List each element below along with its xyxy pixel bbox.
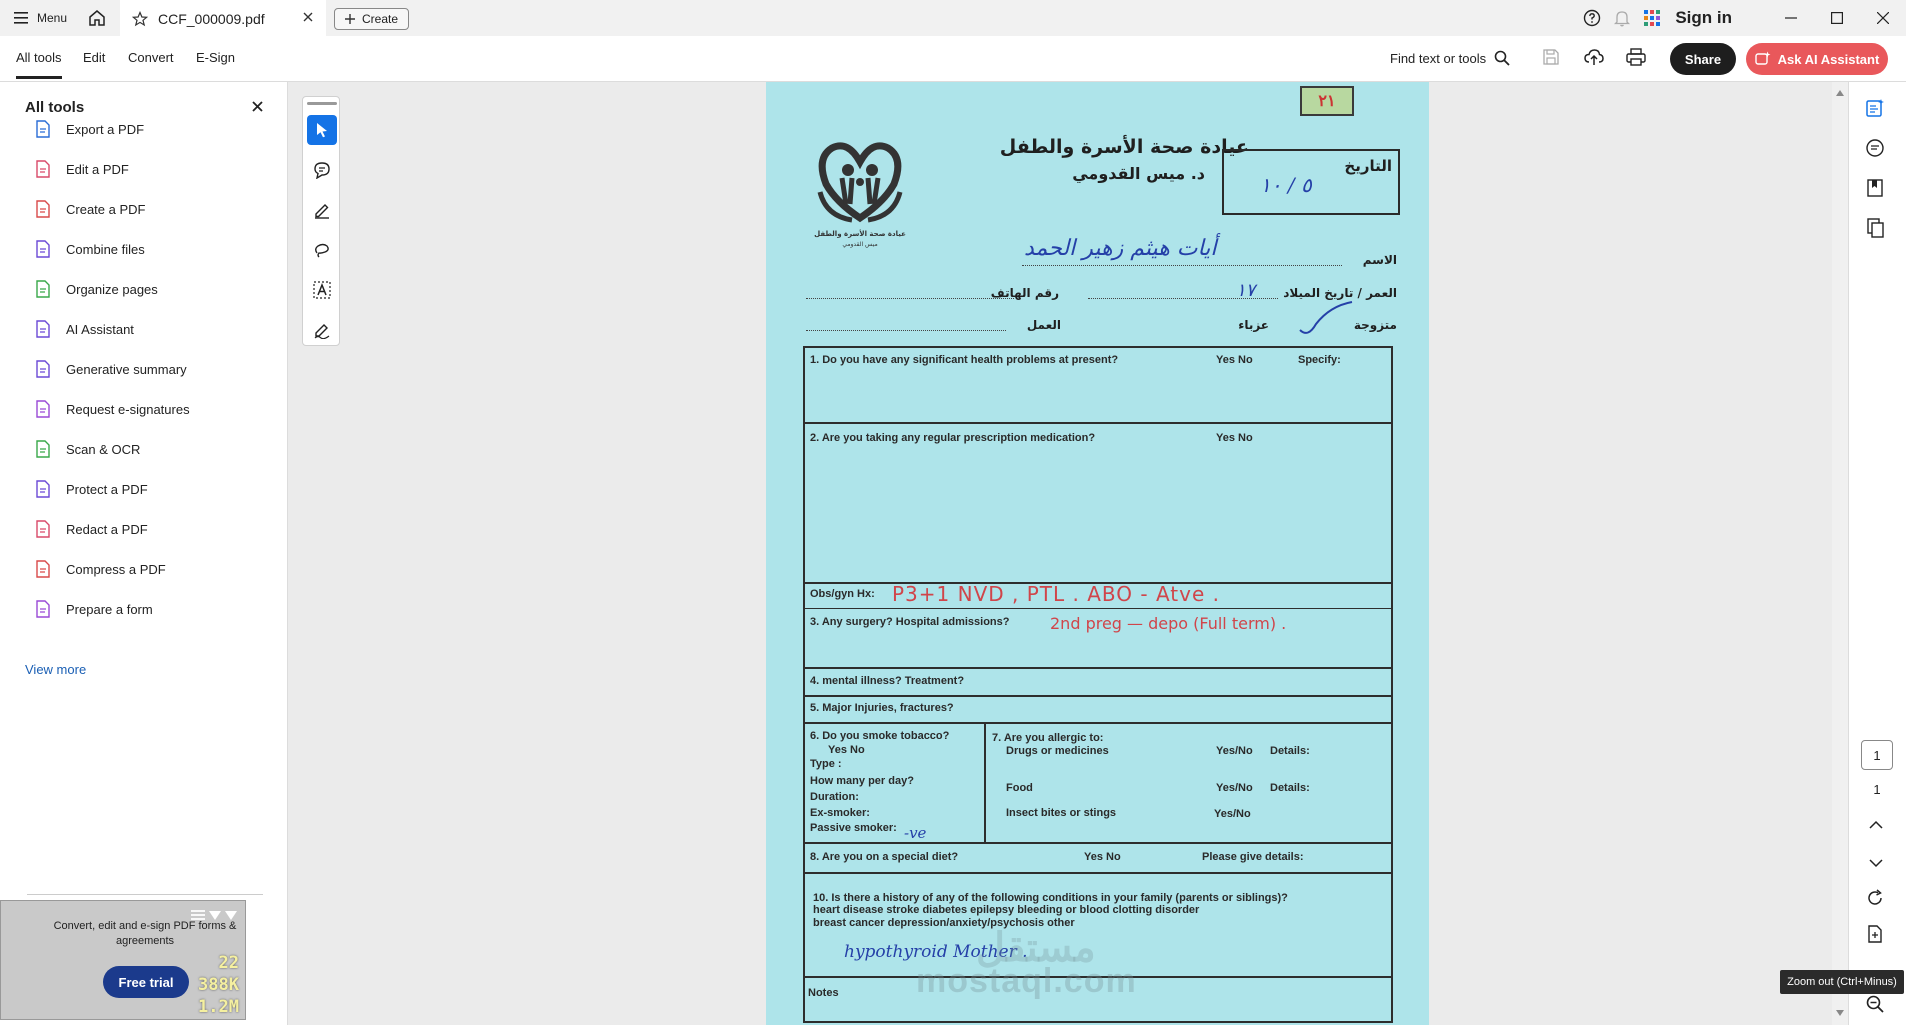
close-tab-icon[interactable] <box>302 11 314 23</box>
column-divider <box>984 722 986 842</box>
watermark-arabic: مستقل <box>976 926 1096 970</box>
q6-type: Type : <box>810 758 842 770</box>
q6-ex-smoker: Ex-smoker: <box>810 807 870 819</box>
ai-sparkle-icon <box>1755 51 1771 67</box>
cloud-upload-icon[interactable] <box>1584 48 1604 66</box>
tab-title: CCF_000009.pdf <box>158 11 265 27</box>
stat-value-2: 388K <box>198 975 239 995</box>
handwritten-age: ١٧ <box>1236 280 1256 301</box>
tool-item-protect-a-pdf[interactable] <box>34 477 148 501</box>
row-divider <box>803 842 1393 844</box>
create-label: Create <box>362 12 399 26</box>
tool-item-redact-a-pdf[interactable] <box>34 517 148 541</box>
ai-button-label: Ask AI Assistant <box>1777 51 1880 67</box>
comment-tool-icon[interactable] <box>307 155 337 185</box>
select-tool-icon[interactable] <box>307 115 337 145</box>
svg-text:ميس القدومي: ميس القدومي <box>842 241 878 248</box>
name-line <box>1022 265 1342 266</box>
share-button[interactable]: Share <box>1670 43 1736 75</box>
date-box <box>1222 149 1400 215</box>
question-7: 7. Are you allergic to: <box>992 732 1104 744</box>
help-icon[interactable] <box>1577 0 1607 36</box>
tool-item-compress-a-pdf[interactable] <box>34 557 166 581</box>
close-window-icon[interactable] <box>1860 0 1906 36</box>
find-label: Find text or tools <box>1390 50 1487 66</box>
compress-pdf-icon <box>34 560 52 578</box>
row-divider <box>803 872 1393 874</box>
tab-e-sign[interactable]: E-Sign <box>196 50 236 65</box>
tool-item-label: Combine files <box>66 241 145 257</box>
clinic-logo <box>812 132 908 252</box>
q2-options: Yes No <box>1216 432 1253 444</box>
scroll-down-arrow-icon[interactable] <box>1836 1010 1844 1016</box>
draw-lasso-icon[interactable] <box>307 235 337 265</box>
bookmarks-icon[interactable] <box>1865 178 1885 198</box>
date-label: التاريخ <box>1344 157 1392 175</box>
page-fit-icon[interactable] <box>1865 924 1885 944</box>
tool-item-label: Redact a PDF <box>66 521 148 537</box>
document-viewer[interactable] <box>288 82 1848 1025</box>
generative-summary-icon[interactable] <box>1865 98 1885 118</box>
q7-drugs-details: Details: <box>1270 745 1310 757</box>
q7-insect: Insect bites or stings <box>1006 807 1117 819</box>
tool-item-edit-a-pdf[interactable] <box>34 157 129 181</box>
single-label: عزباء <box>1238 318 1269 332</box>
question-4: 4. mental illness? Treatment? <box>810 675 965 687</box>
view-more-link[interactable]: View more <box>25 662 87 677</box>
tool-item-label: Compress a PDF <box>66 561 166 577</box>
tool-item-label: Edit a PDF <box>66 161 129 177</box>
home-icon <box>88 9 106 27</box>
tab-edit[interactable]: Edit <box>83 50 106 65</box>
right-tool-rail <box>1848 82 1906 1025</box>
home-button[interactable] <box>88 0 106 36</box>
q8-details: Please give details: <box>1202 851 1304 863</box>
question-1: 1. Do you have any significant health problems at present? <box>810 354 1119 366</box>
next-page-chevron-down-icon[interactable] <box>1869 858 1883 868</box>
create-pdf-icon <box>34 200 52 218</box>
tab-convert[interactable]: Convert <box>128 50 174 65</box>
corner-page-number-stamp: ٢١ <box>1300 86 1354 116</box>
free-trial-widget <box>0 900 246 1020</box>
quick-tools-bar <box>302 96 340 346</box>
tool-item-label: Prepare a form <box>66 601 153 617</box>
question-5: 5. Major Injuries, fractures? <box>810 702 954 714</box>
vertical-scrollbar[interactable] <box>1832 82 1848 1025</box>
page-thumbnails-icon[interactable] <box>1865 218 1885 238</box>
organize-pages-icon <box>34 280 52 298</box>
tool-item-export-a-pdf[interactable] <box>34 117 144 141</box>
total-pages: 1 <box>1873 782 1881 797</box>
q7-insect-yesno: Yes/No <box>1214 808 1251 820</box>
main-toolbar <box>0 36 1906 82</box>
trial-description: Convert, edit and e-sign PDF forms & agreements <box>53 920 237 947</box>
pdf-page[interactable] <box>766 82 1429 1025</box>
clinic-title: عيادة صحة الأسرة والطفل <box>999 136 1249 158</box>
notifications-bell-icon[interactable] <box>1607 0 1637 36</box>
svg-text:عيادة صحة الأسرة والطفل: عيادة صحة الأسرة والطفل <box>814 230 906 238</box>
q1-specify: Specify: <box>1298 354 1341 366</box>
print-icon[interactable] <box>1626 48 1646 66</box>
row-divider <box>803 722 1393 724</box>
q7-food-details: Details: <box>1270 782 1310 794</box>
row-divider <box>803 422 1393 424</box>
menu-label: Menu <box>37 11 68 25</box>
question-6: 6. Do you smoke tobacco? <box>810 730 950 742</box>
row-divider <box>803 695 1393 697</box>
scroll-up-arrow-icon[interactable] <box>1836 90 1844 96</box>
star-icon[interactable] <box>132 11 148 27</box>
maximize-icon[interactable] <box>1814 0 1860 36</box>
q6-per-day: How many per day? <box>810 775 914 787</box>
tool-item-prepare-a-form[interactable] <box>34 597 153 621</box>
tool-item-label: AI Assistant <box>66 321 134 337</box>
tool-item-label: Export a PDF <box>66 121 145 137</box>
handwritten-obs-history: P3+1 NVD , PTL . ABO - Atve . <box>892 582 1220 606</box>
panel-title: All tools <box>25 99 85 116</box>
q10-conditions-line-2: breast cancer depression/anxiety/psychosis other <box>813 917 1075 929</box>
tool-item-combine-files[interactable] <box>34 237 145 261</box>
phone-line <box>806 298 1014 299</box>
find-text-or-tools[interactable] <box>1390 50 1510 66</box>
edit-pdf-icon <box>34 160 52 178</box>
handwritten-passive-answer: -ve <box>904 824 927 842</box>
handwritten-date: ٥ / ١٠ <box>1260 173 1312 197</box>
free-trial-button[interactable]: Free trial <box>103 966 189 998</box>
ai-assistant-icon <box>34 320 52 338</box>
q1-options: Yes No <box>1216 354 1253 366</box>
tab-all-tools[interactable]: All tools <box>16 50 62 65</box>
redact-pdf-icon <box>34 520 52 538</box>
create-button[interactable] <box>334 8 409 30</box>
tool-item-label: Request e-signatures <box>66 401 190 417</box>
drag-handle[interactable] <box>307 102 337 105</box>
work-label: العمل <box>1026 318 1061 332</box>
q7-food-yesno: Yes/No <box>1216 782 1253 794</box>
tool-item-label: Generative summary <box>66 361 187 377</box>
stat-value-3: 1.2M <box>198 997 239 1017</box>
sign-in-link[interactable]: Sign in <box>1675 8 1732 27</box>
zoom-out-icon[interactable] <box>1865 994 1885 1014</box>
age-label: العمر / تاريخ الميلاد <box>1283 286 1397 300</box>
handwritten-name: أيات هيثم زهير الحمد <box>1024 236 1217 261</box>
q6-duration: Duration: <box>810 791 859 803</box>
row-divider <box>803 667 1393 669</box>
name-label: الاسم <box>1362 253 1397 267</box>
search-icon <box>1494 50 1510 66</box>
row-divider <box>803 608 1393 609</box>
tool-item-label: Protect a PDF <box>66 481 148 497</box>
rotate-refresh-icon[interactable] <box>1865 888 1885 908</box>
question-2: 2. Are you taking any regular prescription medication? <box>810 432 1096 444</box>
q6-options: Yes No <box>828 744 865 756</box>
q7-drugs-yesno: Yes/No <box>1216 745 1253 757</box>
tool-item-label: Scan & OCR <box>66 441 141 457</box>
tool-item-label: Organize pages <box>66 281 158 297</box>
minimize-icon[interactable] <box>1768 0 1814 36</box>
ask-ai-assistant-button[interactable] <box>1746 43 1888 75</box>
current-page-input[interactable]: 1 <box>1861 740 1893 770</box>
document-tab[interactable] <box>120 0 326 36</box>
panel-divider <box>27 894 263 895</box>
question-10: 10. Is there a history of any of the following conditions in your family (parents or siblings)? <box>813 892 1288 904</box>
q7-food: Food <box>1006 782 1033 794</box>
obs-gyn-label: Obs/gyn Hx: <box>810 588 875 600</box>
apps-grid-icon[interactable] <box>1637 0 1667 36</box>
phone-label: رقم الهاتف <box>990 286 1059 300</box>
tool-item-create-a-pdf[interactable] <box>34 197 145 221</box>
menu-button[interactable] <box>14 0 67 36</box>
question-8: 8. Are you on a special diet? <box>810 851 959 863</box>
protect-pdf-icon <box>34 480 52 498</box>
highlight-pen-icon[interactable] <box>307 195 337 225</box>
q8-options: Yes No <box>1084 851 1121 863</box>
request-esignatures-icon <box>34 400 52 418</box>
plus-icon <box>345 14 355 24</box>
add-text-icon[interactable] <box>307 275 337 305</box>
hamburger-icon <box>14 12 28 24</box>
tool-item-scan-ocr[interactable] <box>34 437 140 461</box>
prepare-form-icon <box>34 600 52 618</box>
generative-summary-icon <box>34 360 52 378</box>
previous-page-chevron-up-icon[interactable] <box>1869 820 1883 830</box>
tool-item-label: Create a PDF <box>66 201 146 217</box>
handwritten-surgery-notes: 2nd preg — depo (Full term) . <box>1050 614 1287 633</box>
export-pdf-icon <box>34 120 52 138</box>
title-bar <box>0 0 1906 36</box>
handwritten-checkmark <box>1296 300 1356 340</box>
combine-files-icon <box>34 240 52 258</box>
question-3: 3. Any surgery? Hospital admissions? <box>810 616 1010 628</box>
q6-passive-smoker: Passive smoker: <box>810 822 897 834</box>
doctor-name: د. ميس القدومي <box>1072 164 1205 183</box>
q7-drugs: Drugs or medicines <box>1006 745 1109 757</box>
stat-value-1: 22 <box>218 953 239 973</box>
all-tools-panel <box>0 82 288 1025</box>
watermark: mostaql.com <box>916 962 1137 1000</box>
sign-tool-icon[interactable] <box>307 315 337 345</box>
tool-item-generative-summary[interactable] <box>34 357 187 381</box>
notes-label: Notes <box>808 987 839 999</box>
scan-ocr-icon <box>34 440 52 458</box>
work-line <box>806 330 1006 331</box>
q10-conditions-line-1: heart disease stroke diabetes epilepsy bleeding or blood clotting disorder <box>813 904 1200 916</box>
tool-item-organize-pages[interactable] <box>34 277 158 301</box>
close-panel-icon[interactable] <box>252 101 263 112</box>
comments-icon[interactable] <box>1865 138 1885 158</box>
save-icon[interactable] <box>1542 48 1560 66</box>
tool-item-ai-assistant[interactable] <box>34 317 134 341</box>
married-label: متزوجة <box>1353 318 1397 332</box>
tool-item-request-e-signatures[interactable] <box>34 397 190 421</box>
handwritten-family-history: hypothyroid Mother . <box>844 942 1028 962</box>
zoom-out-tooltip: Zoom out (Ctrl+Minus) <box>1780 970 1904 994</box>
